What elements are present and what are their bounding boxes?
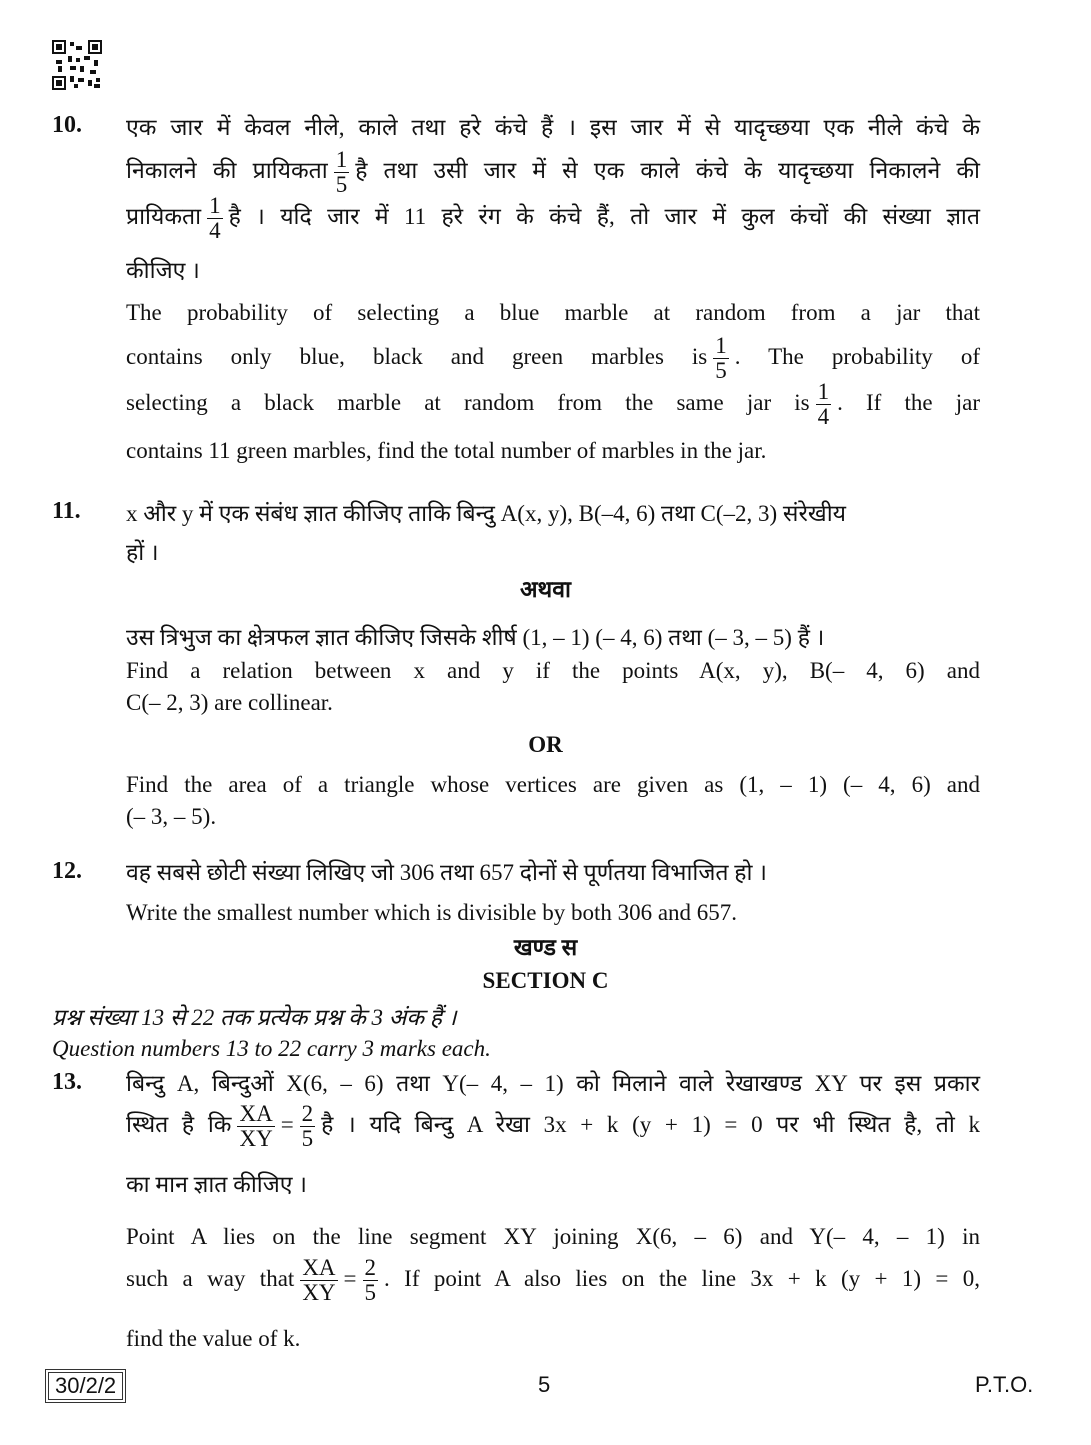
q11-hindi-line: x और y में एक संबंध ज्ञात कीजिए ताकि बिन्दु A(x, y), B(–4, 6) तथा C(–2, 3) संरेखीय	[126, 501, 846, 526]
q10-hindi-line: निकालने की प्रायिकता $\frac{1}{5}$ है तथा उसी जार में से एक काले कंचे के यादृच्छया निकालने की	[126, 147, 980, 198]
fraction: $\frac{2}{5}$	[301, 1101, 314, 1152]
marks-note-hindi: प्रश्न संख्या 13 से 22 तक प्रत्येक प्रश्न के 3 अंक हैं ।	[52, 1005, 457, 1030]
q10-hindi-line: प्रायिकता $\frac{1}{4}$ है । यदि जार में 11 हरे रंग के कंचे हैं, तो जार में कुल कंचों की संख्या ज्ञात	[126, 193, 980, 244]
question-number: 10.	[52, 112, 82, 138]
paper-code: 30/2/2	[48, 1372, 123, 1400]
q10-english-line: selecting a black marble at random from the same jar is $\frac{1}{4}$ . If the jar	[126, 379, 980, 430]
q13-english-line: Point A lies on the line segment XY joining X(6, – 6) and Y(– 4, – 1) in	[126, 1224, 980, 1249]
q10-hindi-line: एक जार में केवल नीले, काले तथा हरे कंचे हैं । इस जार में से यादृच्छया एक नीले कंचे के	[126, 115, 980, 140]
q12-hindi-line: वह सबसे छोटी संख्या लिखिए जो 306 तथा 657 दोनों से पूर्णतया विभाजित हो ।	[126, 860, 767, 885]
q10-english-line: contains 11 green marbles, find the total number of marbles in the jar.	[126, 438, 767, 463]
fraction: $\frac{XA}{XY}$	[239, 1101, 273, 1152]
q13-hindi-line: स्थित है कि $\frac{XA}{XY}$ = $\frac{2}{5}$ है । यदि बिन्दु A रेखा 3x + k (y + 1) = 0 पर भी स्थित है, तो k	[126, 1101, 981, 1152]
q11-english-line: Find a relation between x and y if the points A(x, y), B(– 4, 6) and	[126, 658, 980, 683]
q11-hindi-alt: उस त्रिभुज का क्षेत्रफल ज्ञात कीजिए जिसके शीर्ष (1, – 1) (– 4, 6) तथा (– 3, – 5) हैं ।	[126, 625, 825, 650]
q12-english-line: Write the smallest number which is divisible by both 306 and 657.	[126, 900, 738, 925]
q10-hindi-line: कीजिए ।	[126, 258, 200, 283]
pto-label: P.T.O.	[975, 1372, 1034, 1397]
q11-english-alt: Find the area of a triangle whose vertices are given as (1, – 1) (– 4, 6) and	[126, 772, 980, 797]
fraction: $\frac{2}{5}$	[364, 1255, 377, 1306]
q10-english-line: contains only blue, black and green marbles is $\frac{1}{5}$ . The probability of	[126, 333, 980, 384]
q13-hindi-line: का मान ज्ञात कीजिए ।	[126, 1172, 307, 1197]
q11-english-line: C(– 2, 3) are collinear.	[126, 690, 333, 715]
page-number: 5	[538, 1372, 551, 1397]
q13-english-line: such a way that $\frac{XA}{XY}$ = $\frac{2}{5}$ . If point A also lies on the line 3x + k (y + 1) = 0,	[126, 1255, 980, 1306]
q11-english-alt: (– 3, – 5).	[126, 804, 217, 829]
q13-hindi-line: बिन्दु A, बिन्दुओं X(6, – 6) तथा Y(– 4, – 1) को मिलाने वाले रेखाखण्ड XY पर इस प्रकार	[126, 1071, 980, 1096]
fraction: $\frac{1}{4}$	[209, 193, 221, 244]
question-number: 12.	[52, 858, 82, 884]
qr-code-icon	[52, 40, 102, 90]
question-number: 11.	[52, 498, 81, 524]
section-heading: SECTION C	[482, 968, 609, 993]
question-number: 13.	[52, 1069, 82, 1095]
q10-english-line: The probability of selecting a blue marble at random from a jar that	[126, 300, 980, 325]
or-separator-hindi: अथवा	[519, 577, 571, 602]
fraction: $\frac{1}{5}$	[715, 333, 727, 384]
section-heading-hindi: खण्ड स	[513, 935, 578, 960]
or-separator: OR	[528, 732, 563, 757]
marks-note: Question numbers 13 to 22 carry 3 marks each.	[52, 1036, 491, 1061]
q13-english-line: find the value of k.	[126, 1326, 301, 1351]
fraction: $\frac{XA}{XY}$	[302, 1255, 336, 1306]
fraction: $\frac{1}{5}$	[335, 147, 348, 198]
q11-hindi-line: हों ।	[126, 540, 159, 565]
fraction: $\frac{1}{4}$	[817, 379, 830, 430]
